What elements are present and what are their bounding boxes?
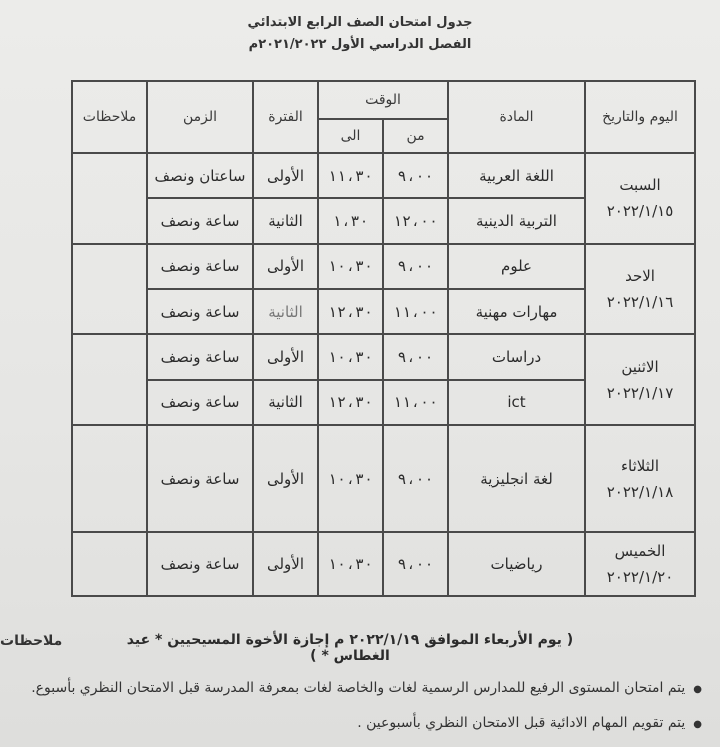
note-text: يتم تقويم المهام الادائية قبل الامتحان النظري بأسبوعين . [357,715,686,731]
remarks-cell [72,532,147,596]
duration-cell: ساعة ونصف [147,425,253,532]
duration-cell: ساعتان ونصف [147,153,253,198]
period-cell: الأولى [253,532,318,596]
day-name: الاثنين [621,357,659,376]
day-date: ٢٠٢٢/١/٢٠ [606,568,674,587]
duration-cell: ساعة ونصف [147,198,253,243]
day-date: ٢٠٢٢/١/١٦ [606,292,674,311]
table-row [72,244,695,289]
exam-schedule-table [71,80,696,597]
period-cell: الأولى [253,334,318,379]
period-cell: الأولى [253,244,318,289]
subject-cell: التربية الدينية [448,198,585,243]
from-cell: ٩،٠٠ [383,425,448,532]
title-line-1: جدول امتحان الصف الرابع الابتدائي [247,15,473,30]
from-cell: ٩،٠٠ [383,532,448,596]
day-name: الاحد [625,266,655,285]
duration-cell: ساعة ونصف [147,380,253,425]
day-cell-sunday [585,244,695,335]
day-name: الثلاثاء [621,456,660,475]
to-cell: ١٠،٣٠ [318,334,383,379]
period-cell: الأولى [253,153,318,198]
subject-cell: لغة انجليزية [448,425,585,532]
from-cell: ١١،٠٠ [383,380,448,425]
header-period: الفترة [253,81,318,153]
period-cell: الأولى [253,425,318,532]
to-cell: ١٠،٣٠ [318,425,383,532]
subject-cell: علوم [448,244,585,289]
duration-cell: ساعة ونصف [147,334,253,379]
header-time: الوقت [318,81,448,119]
to-cell: ١٢،٣٠ [318,289,383,334]
remarks-cell [72,153,147,244]
from-cell: ١١،٠٠ [383,289,448,334]
day-name: الخميس [614,542,666,561]
from-cell: ٩،٠٠ [383,244,448,289]
bullet-icon: ● [693,684,702,695]
header-from: من [383,119,448,153]
day-cell-monday [585,334,695,425]
period-cell: الثانية [253,198,318,243]
to-cell: ١١،٣٠ [318,153,383,198]
remarks-cell [72,244,147,335]
from-cell: ٩،٠٠ [383,153,448,198]
subject-cell: رياضيات [448,532,585,596]
document-title [0,12,720,56]
remarks-cell [72,425,147,532]
from-cell: ١٢،٠٠ [383,198,448,243]
subject-cell: اللغة العربية [448,153,585,198]
day-date: ٢٠٢٢/١/١٧ [606,383,674,402]
bullet-icon: ● [693,719,702,730]
title-line-2: الفصل الدراسي الأول ٢٠٢١/٢٠٢٢م [248,37,472,52]
subject-cell: ict [448,380,585,425]
duration-cell: ساعة ونصف [147,244,253,289]
holiday-note: ( يوم الأربعاء الموافق ٢٠٢٢/١/١٩ م إجازة الأخوة المسيحيين * عيد الغطاس * ) [126,632,574,664]
header-remarks: ملاحظات [72,81,147,153]
period-cell: الثانية [253,289,318,334]
period-cell: الثانية [253,380,318,425]
duration-cell: ساعة ونصف [147,289,253,334]
notes-label: ملاحظات [0,633,63,649]
to-cell: ١٢،٣٠ [318,380,383,425]
table-row [72,153,695,198]
note-item [31,680,702,696]
subject-cell: مهارات مهنية [448,289,585,334]
day-cell-saturday [585,153,695,244]
header-subject: المادة [448,81,585,153]
to-cell: ١،٣٠ [318,198,383,243]
day-date: ٢٠٢٢/١/١٨ [606,482,674,501]
from-cell: ٩،٠٠ [383,334,448,379]
day-cell-tuesday [585,425,695,532]
day-cell-thursday [585,532,695,596]
table-row [72,334,695,379]
remarks-cell [72,334,147,425]
subject-cell: دراسات [448,334,585,379]
table-row [72,425,695,532]
to-cell: ١٠،٣٠ [318,532,383,596]
header-duration: الزمن [147,81,253,153]
table-row [72,532,695,596]
day-name: السبت [619,176,661,195]
header-to: الى [318,119,383,153]
header-day-date: اليوم والتاريخ [585,81,695,153]
note-text: يتم امتحان المستوى الرفيع للمدارس الرسمية لغات والخاصة لغات بمعرفة المدرسة قبل الامتحان النظري بأسبوع. [31,680,686,696]
day-date: ٢٠٢٢/١/١٥ [606,202,674,221]
to-cell: ١٠،٣٠ [318,244,383,289]
duration-cell: ساعة ونصف [147,532,253,596]
note-item [357,715,702,731]
